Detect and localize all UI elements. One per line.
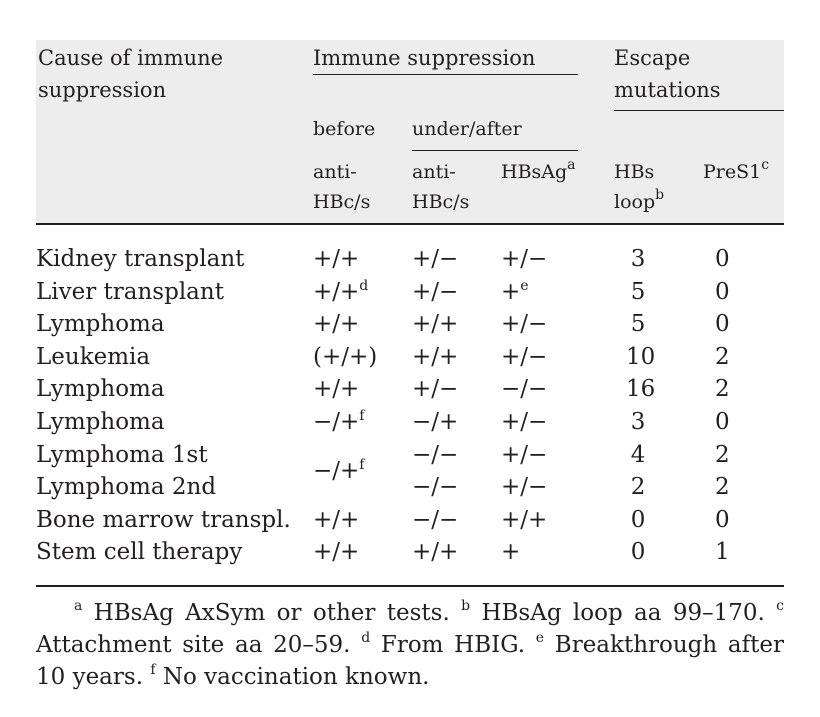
cell-loop xyxy=(614,504,703,537)
cell-hbsag xyxy=(501,308,614,341)
header-anti-hbc-after xyxy=(412,151,501,224)
cell-hbsag xyxy=(501,471,614,504)
footnote-c-mark: c xyxy=(776,597,785,614)
header-hbsag-label: HBsAg xyxy=(501,161,568,183)
footnote-d-text: From HBIG. xyxy=(370,631,536,658)
footnote-f-mark: f xyxy=(150,661,156,678)
cell-before-value: +/+ xyxy=(313,278,360,305)
cell-hbsag-value: −/− xyxy=(501,376,548,403)
header-before xyxy=(313,106,412,151)
cell-pres1-value: 2 xyxy=(715,441,730,468)
cell-before-merged xyxy=(313,439,412,504)
cell-hbsag-value: + xyxy=(501,278,521,305)
header-cause-label: Cause of immune suppression xyxy=(38,46,224,102)
cell-anti: +/+ xyxy=(412,343,459,370)
cell-cause: Lymphoma 1st xyxy=(36,441,208,468)
cell-pres1 xyxy=(703,276,784,309)
header-anti-hbc-before-label: anti-HBc/s xyxy=(313,161,371,213)
cell-cause: Kidney transplant xyxy=(36,246,245,272)
cell-before-value: +/+ xyxy=(313,246,360,272)
body-bottom-spacer xyxy=(36,569,784,579)
header-pres1-sup: c xyxy=(761,157,770,173)
table-row xyxy=(36,406,784,439)
header-hbsag-sup: a xyxy=(567,157,576,173)
cell-hbsag xyxy=(501,276,614,309)
footnote-b-text: HBsAg loop aa 99–170. xyxy=(470,599,777,626)
cell-before-value: +/+ xyxy=(313,506,360,533)
cell-hbsag-value: + xyxy=(501,539,521,566)
cell-pres1-value: 0 xyxy=(715,278,730,305)
data-table xyxy=(36,40,784,579)
header-pres1 xyxy=(703,151,784,224)
cell-pres1-value: 2 xyxy=(715,474,730,501)
cell-cause: Bone marrow transpl. xyxy=(36,506,291,533)
header-pres1-label: PreS1 xyxy=(703,161,762,183)
footnote-e-mark: e xyxy=(535,629,545,646)
table-row xyxy=(36,373,784,406)
table-header xyxy=(36,40,784,224)
cell-loop xyxy=(614,373,703,406)
table-row xyxy=(36,276,784,309)
cell-loop-value: 10 xyxy=(626,343,656,370)
cell-hbsag xyxy=(501,439,614,472)
cell-before-value: +/+ xyxy=(313,376,360,403)
cell-pres1-value: 2 xyxy=(715,376,730,403)
cell-before xyxy=(313,276,412,309)
footnote-b-mark: b xyxy=(461,597,471,614)
header-hbs-loop xyxy=(614,151,703,224)
cell-loop-value: 3 xyxy=(630,246,646,272)
cell-pres1 xyxy=(703,373,784,406)
cell-loop-value: 3 xyxy=(630,408,646,435)
cell-before-value: +/+ xyxy=(313,539,360,566)
cell-pres1-value: 0 xyxy=(715,311,730,338)
footnote-a-text: HBsAg AxSym or other tests. xyxy=(82,599,462,626)
table-row xyxy=(36,308,784,341)
table-footnotes xyxy=(36,585,784,693)
cell-cause: Lymphoma 2nd xyxy=(36,474,217,501)
table-row xyxy=(36,341,784,374)
cell-anti: +/− xyxy=(412,278,459,305)
cell-before xyxy=(313,536,412,569)
cell-before xyxy=(313,308,412,341)
cell-loop-value: 2 xyxy=(630,474,646,501)
header-immune-suppression-label: Immune suppression xyxy=(313,42,578,75)
cell-before xyxy=(313,373,412,406)
cell-pres1-value: 0 xyxy=(715,246,730,272)
footnote-e-text: Breakthrough after 10 years. xyxy=(36,631,784,690)
header-under-after-label: under/after xyxy=(412,114,578,151)
header-anti-hbc-before xyxy=(313,151,412,224)
escape-underline xyxy=(614,110,784,111)
cell-hbsag-value: +/− xyxy=(501,311,548,338)
body-spacer xyxy=(36,224,784,243)
cell-pres1 xyxy=(703,243,784,276)
cell-pres1 xyxy=(703,536,784,569)
cell-hbsag xyxy=(501,341,614,374)
cell-hbsag xyxy=(501,406,614,439)
cell-before-value: +/+ xyxy=(313,311,360,338)
cell-hbsag-value: +/− xyxy=(501,408,548,435)
cell-before-sup: f xyxy=(359,456,365,473)
table-row xyxy=(36,243,784,276)
cell-loop-value: 16 xyxy=(626,376,656,403)
cell-before xyxy=(313,406,412,439)
table-row xyxy=(36,504,784,537)
header-under-after xyxy=(412,106,614,151)
header-cause xyxy=(36,40,313,224)
header-hbs-loop-wrap xyxy=(614,157,674,217)
header-escape-mutations xyxy=(614,40,784,106)
footnote-c-text: Attachment site aa 20–59. xyxy=(36,631,362,658)
cell-pres1 xyxy=(703,308,784,341)
cell-before xyxy=(313,504,412,537)
cell-anti: −/− xyxy=(412,474,459,501)
cell-loop xyxy=(614,243,703,276)
cell-cause: Lymphoma xyxy=(36,311,165,338)
cell-before-sup: d xyxy=(359,277,369,294)
footnote-d-mark: d xyxy=(361,629,371,646)
footnote-f-text: No vaccination known. xyxy=(155,663,430,690)
cell-anti: −/− xyxy=(412,441,459,468)
cell-pres1 xyxy=(703,341,784,374)
cell-loop xyxy=(614,471,703,504)
cell-hbsag-value: +/+ xyxy=(501,506,548,533)
cell-loop-value: 5 xyxy=(630,278,646,305)
cell-hbsag-value: +/− xyxy=(501,343,548,370)
cell-cause: Liver transplant xyxy=(36,278,224,305)
cell-pres1-value: 0 xyxy=(715,408,730,435)
cell-loop xyxy=(614,308,703,341)
cell-hbsag xyxy=(501,504,614,537)
cell-anti: +/+ xyxy=(412,311,459,338)
cell-before-sup: f xyxy=(359,407,365,424)
header-hbsag xyxy=(501,151,614,224)
cell-pres1-value: 1 xyxy=(715,539,730,566)
cell-anti: +/− xyxy=(412,376,459,403)
cell-cause: Stem cell therapy xyxy=(36,539,243,566)
footnote-a-mark: a xyxy=(74,597,83,614)
cell-hbsag xyxy=(501,536,614,569)
cell-cause: Lymphoma xyxy=(36,376,165,403)
cell-loop xyxy=(614,536,703,569)
cell-cause: Leukemia xyxy=(36,343,151,370)
cell-hbsag xyxy=(501,243,614,276)
cell-pres1 xyxy=(703,406,784,439)
cell-hbsag-sup: e xyxy=(520,277,529,294)
cell-loop xyxy=(614,406,703,439)
cell-cause: Lymphoma xyxy=(36,408,165,435)
data-table-container xyxy=(36,40,784,693)
header-hbs-loop-sup: b xyxy=(655,187,665,203)
cell-hbsag-value: +/− xyxy=(501,246,548,272)
cell-loop xyxy=(614,276,703,309)
cell-anti: −/+ xyxy=(412,408,459,435)
cell-loop xyxy=(614,439,703,472)
header-anti-hbc-after-label: anti-HBc/s xyxy=(412,161,470,213)
cell-loop-value: 5 xyxy=(630,311,646,338)
cell-anti: −/− xyxy=(412,506,459,533)
cell-hbsag xyxy=(501,373,614,406)
table-body xyxy=(36,224,784,579)
cell-pres1 xyxy=(703,471,784,504)
cell-pres1-value: 0 xyxy=(715,506,730,533)
header-immune-suppression xyxy=(313,40,614,106)
cell-pres1-value: 2 xyxy=(715,343,730,370)
table-row xyxy=(36,439,784,472)
cell-before-value: (+/+) xyxy=(313,343,378,370)
cell-pres1 xyxy=(703,504,784,537)
cell-pres1 xyxy=(703,439,784,472)
cell-loop-value: 0 xyxy=(630,539,646,566)
cell-anti: +/+ xyxy=(412,539,459,566)
cell-loop xyxy=(614,341,703,374)
header-escape-mutations-label: Escape mutations xyxy=(614,46,721,102)
cell-hbsag-value: +/− xyxy=(501,474,548,501)
cell-loop-value: 4 xyxy=(630,441,646,468)
cell-before-value: −/+ xyxy=(313,408,360,435)
cell-hbsag-value: +/− xyxy=(501,441,548,468)
table-row xyxy=(36,536,784,569)
cell-anti: +/− xyxy=(412,246,459,272)
footnote-indent xyxy=(36,600,74,626)
header-escape-spacer xyxy=(614,106,784,151)
cell-before-value: −/+ xyxy=(313,457,360,484)
header-hbs-loop-label: HBs loop xyxy=(614,161,656,213)
cell-before xyxy=(313,341,412,374)
header-before-label: before xyxy=(313,118,376,140)
cell-loop-value: 0 xyxy=(630,506,646,533)
cell-before xyxy=(313,243,412,276)
